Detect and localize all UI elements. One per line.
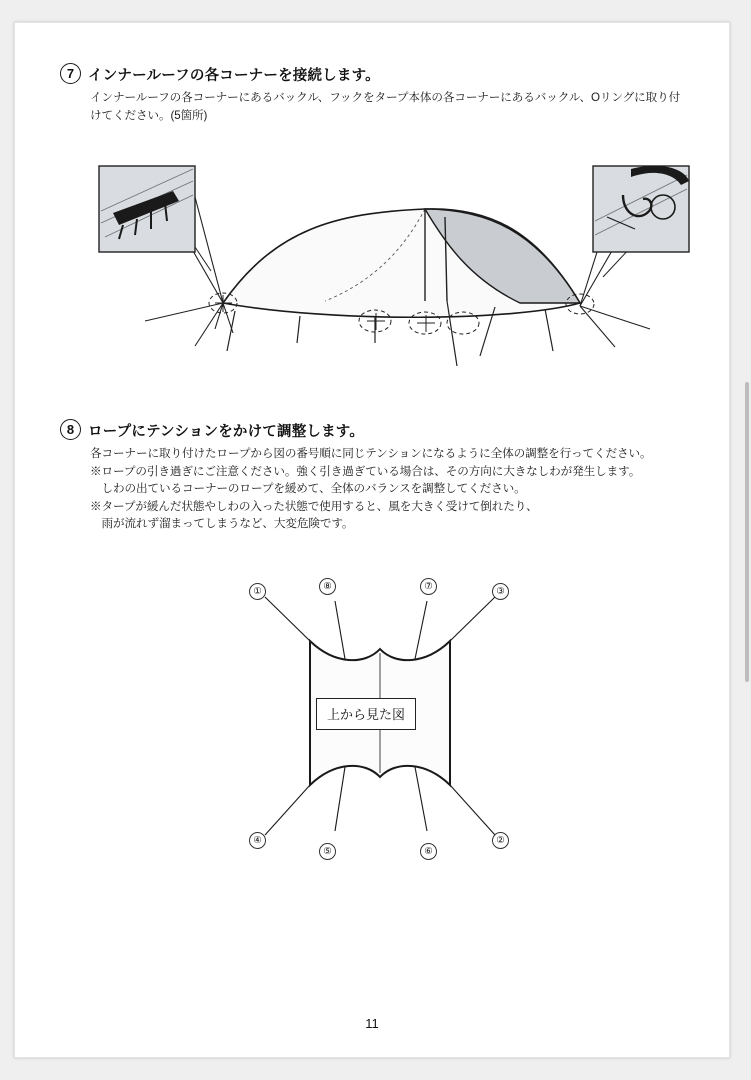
page-number: 11 — [365, 1016, 379, 1031]
step-7-line-2: けてください。(5箇所) — [90, 108, 208, 122]
step-8-number: 8 — [60, 419, 81, 440]
step-8-line-4: ※タープが緩んだ状態やしわの入った状態で使用すると、風を大きく受けて倒れたり、 — [90, 499, 538, 513]
point-label-5: ⑤ — [319, 843, 336, 860]
step-8-line-5: 雨が流れず溜まってしまうなど、大変危険です。 — [90, 517, 354, 531]
point-label-4: ④ — [249, 832, 266, 849]
figure-top-view — [205, 553, 555, 883]
step-8-title: ロープにテンションをかけて調整します。 — [88, 424, 365, 440]
step-8-body — [90, 445, 715, 533]
top-view-label: 上から見た図 — [316, 698, 416, 730]
step-8-line-3: しわの出ているコーナーのロープを緩めて、全体のバランスを調整してください。 — [90, 482, 526, 496]
document-page — [14, 22, 730, 1058]
callout-left — [99, 166, 195, 252]
step-7-title: インナールーフの各コーナーを接続します。 — [88, 68, 380, 84]
point-label-1: ① — [249, 583, 266, 600]
step-8-line-1: 各コーナーに取り付けたロープから図の番号順に同じテンションになるように全体の調整を行ってください。 — [90, 447, 652, 460]
step-7-body — [90, 89, 710, 124]
callout-right — [593, 166, 689, 252]
point-label-8: ⑧ — [319, 578, 336, 595]
point-label-2: ② — [492, 832, 509, 849]
step-8-line-2: ※ロープの引き過ぎにご注意ください。強く引き過ぎている場合は、その方向に大きなしわが発生します。 — [90, 464, 641, 478]
vertical-scrollbar[interactable] — [745, 382, 749, 682]
point-label-7: ⑦ — [420, 578, 437, 595]
step-7-line-1: インナールーフの各コーナーにあるバックル、フックをタープ本体の各コーナーにあるバックル、Oリングに取り付 — [90, 91, 681, 104]
point-label-3: ③ — [492, 583, 509, 600]
step-7-number: 7 — [60, 63, 81, 84]
point-label-6: ⑥ — [420, 843, 437, 860]
figure-tarp-assembly-svg — [75, 151, 715, 391]
figure-tarp-assembly — [75, 151, 715, 391]
